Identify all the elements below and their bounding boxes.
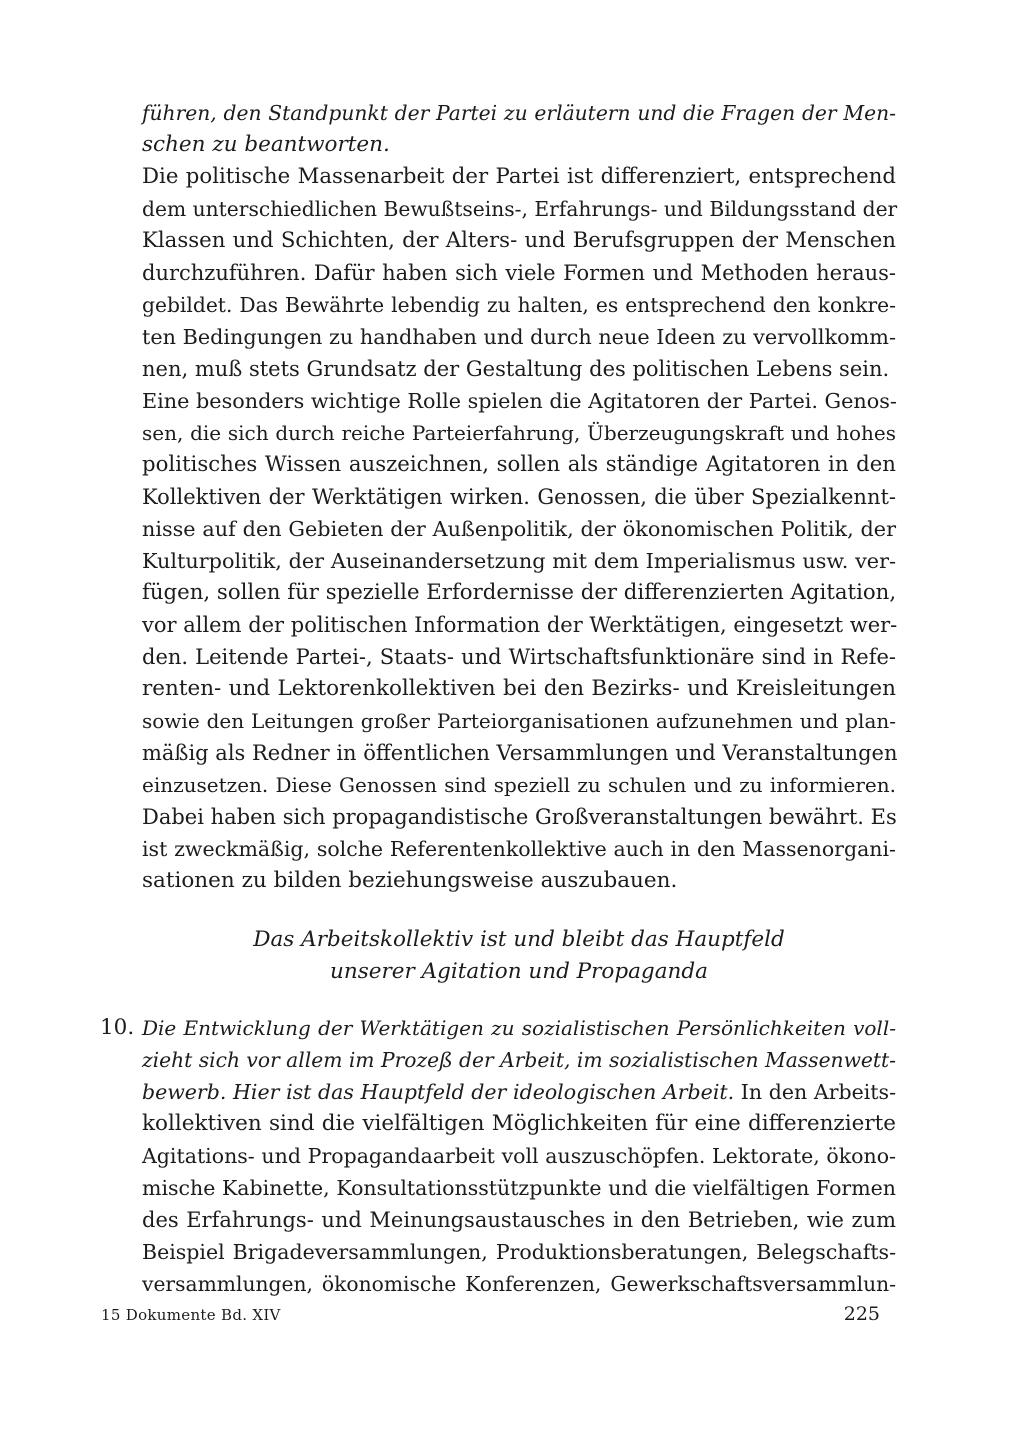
text-line: sationen zu bilden beziehungsweise auszubauen. bbox=[142, 868, 678, 893]
text-line: Die politische Massenarbeit der Partei ist differenziert, entsprechend bbox=[142, 164, 896, 189]
page-number: 225 bbox=[843, 1303, 880, 1325]
text-line: sen, die sich durch reiche Parteierfahrung, Überzeugungskraft und hohes bbox=[142, 421, 896, 445]
text-line: mische Kabinette, Konsultationsstützpunkte und die vielfältigen Formen bbox=[142, 1176, 896, 1200]
text-line: kollektiven sind die vielfältigen Möglichkeiten für eine differenzierte bbox=[142, 1111, 896, 1136]
heading-line: Das Arbeitskollektiv ist und bleibt das Hauptfeld bbox=[253, 927, 785, 952]
text-line: nen, muß stets Grundsatz der Gestaltung des politischen Lebens sein. bbox=[142, 357, 890, 381]
text-line: Klassen und Schichten, der Alters- und Berufsgruppen der Menschen bbox=[142, 228, 896, 253]
text-line: den. Leitende Partei-, Staats- und Wirtschaftsfunktionäre sind in Refe- bbox=[142, 645, 896, 669]
text-line: politisches Wissen auszeichnen, sollen als ständige Agitatoren in den bbox=[142, 452, 896, 477]
printer-signature: 15 Dokumente Bd. XIV bbox=[101, 1306, 281, 1324]
text-line: Kollektiven der Werktätigen wirken. Genossen, die über Spezialkennt- bbox=[142, 485, 896, 509]
text-line: Kulturpolitik, der Auseinandersetzung mit dem Imperialismus usw. ver- bbox=[142, 549, 896, 573]
text-line: Beispiel Brigadeversammlungen, Produktionsberatungen, Belegschafts- bbox=[142, 1240, 896, 1264]
text-line: führen, den Standpunkt der Partei zu erläutern und die Fragen der Men- bbox=[142, 101, 896, 125]
text-line: nisse auf den Gebieten der Außenpolitik, der ökonomischen Politik, der bbox=[142, 517, 896, 541]
text-line: sowie den Leitungen großer Parteiorganisationen aufzunehmen und plan- bbox=[142, 709, 896, 733]
text-line: ist zweckmäßig, solche Referentenkollektive auch in den Massenorgani- bbox=[142, 837, 896, 861]
text-line: gebildet. Das Bewährte lebendig zu halten, es entsprechend den konkre- bbox=[142, 293, 896, 317]
text-line: Eine besonders wichtige Rolle spielen die Agitatoren der Partei. Genos- bbox=[142, 389, 897, 413]
text-line: versammlungen, ökonomische Konferenzen, Gewerkschaftsversammlun- bbox=[142, 1272, 896, 1296]
text-line: durchzuführen. Dafür haben sich viele Formen und Methoden heraus- bbox=[142, 261, 896, 285]
text-line: des Erfahrungs- und Meinungsaustausches in den Betrieben, wie zum bbox=[142, 1208, 896, 1232]
regular-text: In den Arbeits- bbox=[734, 1080, 896, 1104]
text-line: Die Entwicklung der Werktätigen zu sozialistischen Persönlichkeiten voll- bbox=[142, 1016, 896, 1040]
text-line: Dabei haben sich propagandistische Großveranstaltungen bewährt. Es bbox=[142, 805, 897, 829]
text-line: fügen, sollen für spezielle Erfordernisse der differenzierten Agitation, bbox=[142, 580, 897, 605]
text-line: renten- und Lektorenkollektiven bei den Bezirks- und Kreisleitungen bbox=[142, 676, 896, 701]
text-line: einzusetzen. Diese Genossen sind speziell zu schulen und zu informieren. bbox=[142, 773, 896, 797]
text-line: vor allem der politischen Information der Werktätigen, eingesetzt wer- bbox=[142, 613, 898, 637]
text-line: schen zu beantworten. bbox=[142, 132, 390, 157]
emphasized-text: bewerb. Hier ist das Hauptfeld der ideologischen Arbeit. bbox=[142, 1080, 735, 1104]
text-line: Agitations- und Propagandaarbeit voll auszuschöpfen. Lektorate, ökono- bbox=[142, 1144, 896, 1168]
text-line: mäßig als Redner in öffentlichen Versammlungen und Veranstaltungen bbox=[142, 741, 898, 765]
heading-line: unserer Agitation und Propaganda bbox=[330, 959, 708, 984]
text-line: dem unterschiedlichen Bewußtseins-, Erfahrungs- und Bildungsstand der bbox=[142, 197, 898, 221]
text-line bbox=[142, 1076, 896, 1108]
text-line: ten Bedingungen zu handhaben und durch neue Ideen zu vervollkomm- bbox=[142, 325, 896, 349]
item-number: 10. bbox=[100, 1015, 135, 1040]
text-line: zieht sich vor allem im Prozeß der Arbeit, im sozialistischen Massenwett- bbox=[142, 1048, 897, 1072]
